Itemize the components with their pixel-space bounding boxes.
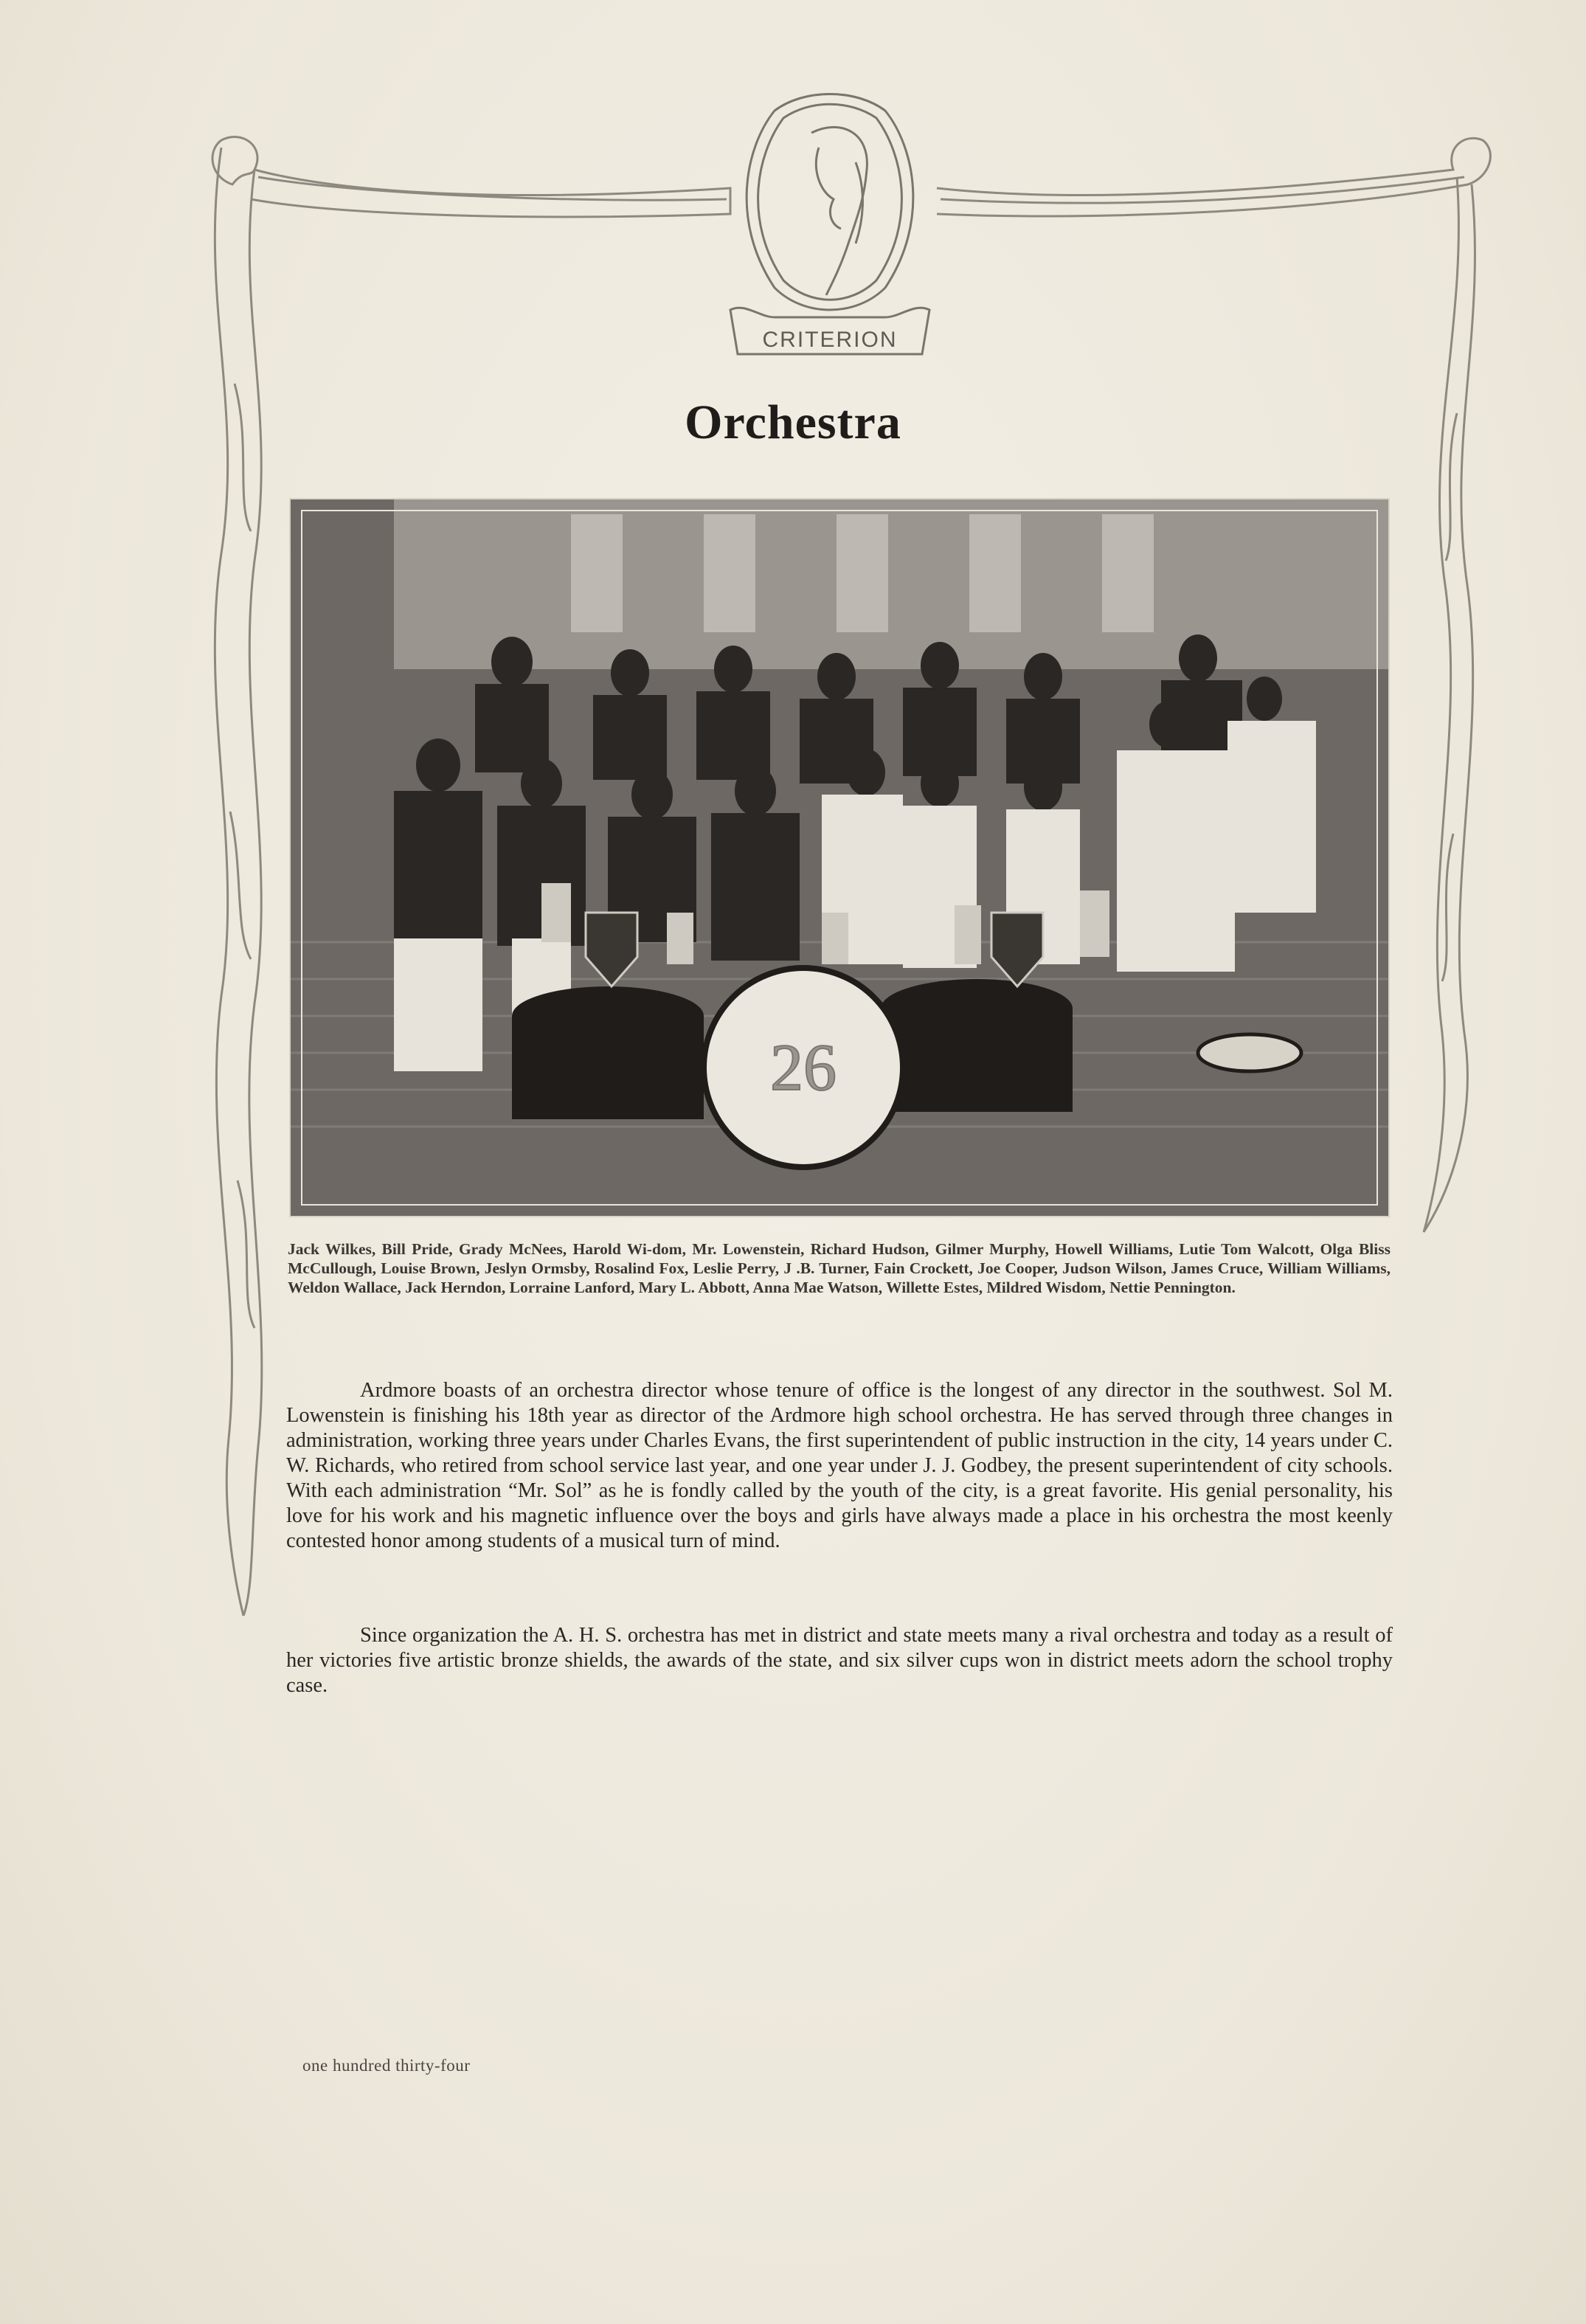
criterion-medallion (730, 94, 929, 355)
criterion-banner-text: CRITERION (762, 328, 898, 352)
ribbon-top-left (221, 137, 730, 217)
paragraph-1-text: Ardmore boasts of an orchestra director whose tenure of office is the longest of any director in the southwest. Sol M. Lowenstein is finishing his 18th year as director of the Ardmore high school orchestra. He has served through three changes in administration, working three years under Charles Evans, the first superintendent of public instruction in the city, 14 years under C. W. Richards, who retired from school service last year, and one year under J. J. Godbey, the present superintendent of city schools. With each administration “Mr. Sol” as he is fondly called by the youth of the city, is a great favorite. His genial personality, his love for his work and his magnetic influence over the boys and girls have always made a place in his orchestra the most keenly contested honor among students of a musical turn of mind. (286, 1379, 1393, 1552)
photo-caption-names: Jack Wilkes, Bill Pride, Grady McNees, Harold Wi-dom, Mr. Lowenstein, Richard Hudson, Gilmer Murphy, Howell Williams, Lutie Tom Walcott, Olga Bliss McCullough, Louise Brown, Jeslyn Ormsby, Rosalind Fox, Leslie Perry, J .B. Turner, Fain Crockett, Joe Cooper, Judson Wilson, James Cruce, William Williams, Weldon Wallace, Jack Herndon, Lorraine Lanford, Mary L. Abbott, Anna Mae Watson, Willette Estes, Mildred Wisdom, Nettie Pennington. (288, 1240, 1391, 1296)
photo-inner-border (301, 510, 1378, 1206)
ribbon-top-right (937, 138, 1490, 216)
page-number-folio: one hundred thirty-four (302, 2056, 471, 2075)
page-title: Orchestra (685, 395, 901, 449)
paragraph-director (286, 1378, 1393, 1554)
bass-drum-label: 26 (770, 1031, 837, 1104)
orchestra-group-photo (289, 498, 1390, 1217)
paragraph-2-text: Since organization the A. H. S. orchestra has met in district and state meets many a rival orchestra and today as a result of her victories five artistic bronze shields, the awards of the state, and six silver cups won in district meets adorn the school trophy case. (286, 1624, 1393, 1697)
paragraph-achievements (286, 1623, 1393, 1698)
